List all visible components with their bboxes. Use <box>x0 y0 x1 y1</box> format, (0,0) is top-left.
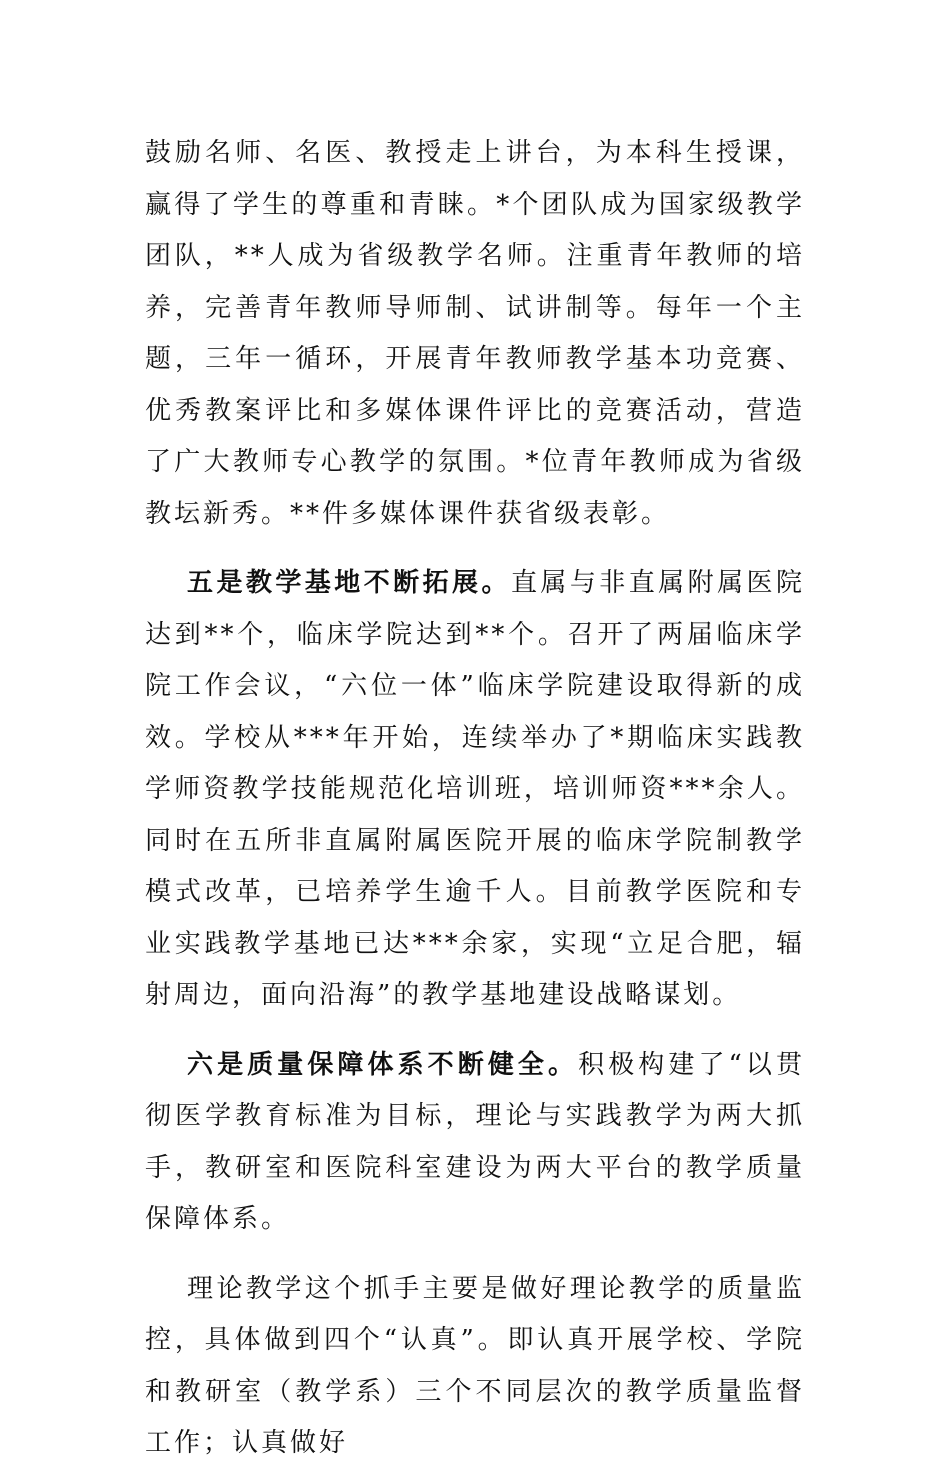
paragraph-text: 鼓励名师、名医、教授走上讲台，为本科生授课，赢得了学生的尊重和青睐。*个团队成为国家级教学团队，**人成为省级教学名师。注重青年教师的培养，完善青年教师导师制、试讲制等。每年一个主题，三年一循环，开展青年教师教学基本功竞赛、优秀教案评比和多媒体课件评比的竞赛活动，营造了广大教师专心教学的氛围。*位青年教师成为省级教坛新秀。**件多媒体课件获省级表彰。 <box>145 138 805 529</box>
document-page <box>145 128 805 1470</box>
paragraph-lead-heading: 五是教学基地不断拓展。 <box>187 568 511 598</box>
paragraph-theory-teaching <box>145 1264 805 1470</box>
paragraph-text: 理论教学这个抓手主要是做好理论教学的质量监控，具体做到四个“认真”。即认真开展学校、学院和教研室（教学系）三个不同层次的教学质量监督工作；认真做好 <box>145 1273 805 1458</box>
paragraph-lead-heading: 六是质量保障体系不断健全。 <box>187 1049 579 1080</box>
paragraph-continuation <box>145 128 805 540</box>
paragraph-text: 直属与非直属附属医院达到**个，临床学院达到**个。召开了两届临床学院工作会议，“六位一体”临床学院建设取得新的成效。学校从***年开始，连续举办了*期临床实践教学师资教学技能规范化培训班，培训师资***余人。同时在五所非直属附属医院开展的临床学院制教学模式改革，已培养学生逾千人。目前教学医院和专业实践教学基地已达***余家，实现“立足合肥，辐射周边，面向沿海”的教学基地建设战略谋划。 <box>145 568 805 1010</box>
paragraph-quality-assurance <box>145 1040 805 1246</box>
paragraph-teaching-bases <box>145 558 805 1022</box>
paragraph-text: 积极构建了“以贯彻医学教育标准为目标，理论与实践教学为两大抓手，教研室和医院科室建设为两大平台的教学质量保障体系。 <box>145 1049 805 1234</box>
